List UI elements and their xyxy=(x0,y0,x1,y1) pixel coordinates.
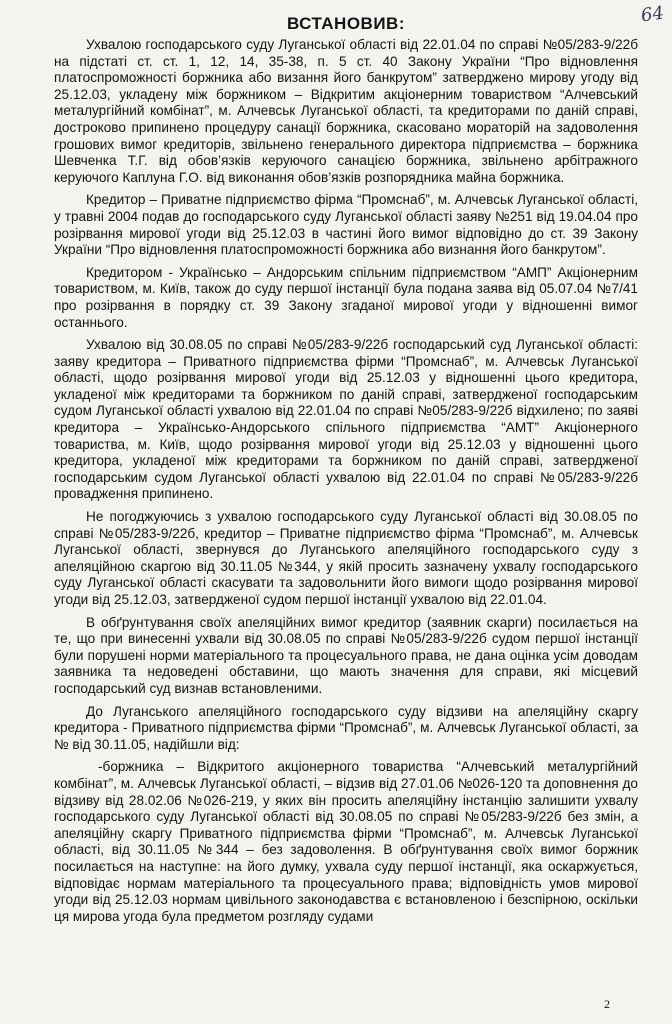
paragraph-7: До Луганського апеляційного господарського суду відзиви на апеляційну скаргу кредитора - Приватного підприємства фірми “Промснаб”, м. Алчевськ Луганської області, за № від 30.11.05, надійшли від: xyxy=(54,703,638,752)
paragraph-1: Ухвалою господарського суду Луганської області від 22.01.04 по справі №05/283-9/22б на підстаті ст. ст. 1, 12, 14, 35-38, п. 5 ст. 40 Закону України “Про відновлення платоспроможності боржника або визання його банкрутом” затверджено мирову угоду від 25.12.03, укладену між боржником – Відкритим акціонерним товариством “Алчевський металургійний комбінат”, м. Алчевськ Луганської області, та кредиторами по даній справі, достроково припинено процедуру санації боржника, скасовано мораторій на задоволення грошових вимог кредиторів, звільнено генерального директора підприємства – боржника Шевченка Т.Г. від обов’язків керуючого санацією боржника, звільнено арбітражного керуючого Каплуна Г.О. від виконання обов’язків розпорядника майна боржника. xyxy=(54,37,638,185)
paragraph-4: Ухвалою від 30.08.05 по справі №05/283-9/22б господарський суд Луганської області: заяву кредитора – Приватного підприємства фірми “Промснаб”, м. Алчевськ Луганської області, щодо розірвання мирової угоди від 25.12.03 у відношенні цього кредитора, укладеної між кредиторами та боржником по даній справі, затвердженої господарським судом Луганської області ухвалою від 22.01.04 по справі №05/283-9/22б відхилено; по заяві кредитора – Українсько-Андорського спільного підприємства “АМТ” Акціонерного товариства, м. Київ, щодо розірвання мирової угоди від 25.12.03 у відношенні цього кредитора, укладеної між кредиторами та боржником по даній справі, затвердженої господарським судом Луганської області ухвалою від 22.01.04 по справі №05/283-9/22б провадження припинено. xyxy=(54,337,638,502)
document-heading: ВСТАНОВИВ: xyxy=(286,14,405,33)
paragraph-5: Не погоджуючись з ухвалою господарського суду Луганської області від 30.08.05 по справі №05/283-9/22б, кредитор – Приватне підприємство фірма “Промснаб”, м. Алчевськ Луганської області, звернувся до Луганського апеляційного господарського суду з апеляційною скаргою від 30.11.05 №344, у якій просить зазначену ухвалу господарського суду Луганської області скасувати та задовольнити його вимоги щодо розірвання мирової угоди від 25.12.03, затвердженої судом першої інстанції ухвалою від 22.01.04. xyxy=(54,509,638,607)
paragraph-2: Кредитор – Приватне підприємство фірма “Промснаб”, м. Алчевськ Луганської області, у травні 2004 подав до господарського суду Луганської області заяву №251 від 19.04.04 про розірвання мирової угоди від 25.12.03 в частині його вимог відповідно до ст. 39 Закону України “Про відновлення платоспроможності боржника або визнання його банкрутом”. xyxy=(54,192,638,258)
paragraph-3: Кредитором - Українсько – Андорським спільним підприємством “АМП” Акціонерним товариством, м. Київ, також до суду першої інстанції була подана заява від 05.07.04 №7/41 про розірвання в порядку ст. 39 Закону згаданої мирової угоди у відношенні вимог останнього. xyxy=(54,264,638,330)
paragraph-8: -боржника – Відкритого акціонерного товариства “Алчевський металургійний комбінат”, м. Алчевськ Луганської області, – відзив від 27.01.06 №026-120 та доповнення до відзиву від 28.02.06 №026-219, у яких він просить апеляційну інстанцію залишити ухвалу господарського суду Луганської області від 30.08.05 по справі №05/283-9/22б без змін, а апеляційну скаргу Приватного підприємства фірми “Промснаб”, м. Алчевськ Луганської області, від 30.11.05 №344 – без задоволення. В обґрунтування своїх вимог боржник посилається на наступне: на його думку, ухвала суду першої інстанції, яка оскаржується, відповідає нормам матеріального та процесуального права; відповідність умов мирової угоди від 25.12.03 нормам цивільного законодавства є встановленою і безспірною, оскільки ця мирова угода була предметом розгляду судами xyxy=(54,759,638,924)
paragraph-6: В обґрунтування своїх апеляційних вимог кредитор (заявник скарги) посилається на те, що при винесенні ухвали від 30.08.05 по справі №05/283-9/22б судом першої інстанції були порушені норми матеріального та процесуального права, не дана оцінка усім доводам заявника та недоведені обставини, що мають значення для справи, які місцевий господарський суд визнав встановленими. xyxy=(54,614,638,696)
page-number: 2 xyxy=(604,997,610,1011)
handwritten-page-mark: 64 xyxy=(639,2,666,27)
